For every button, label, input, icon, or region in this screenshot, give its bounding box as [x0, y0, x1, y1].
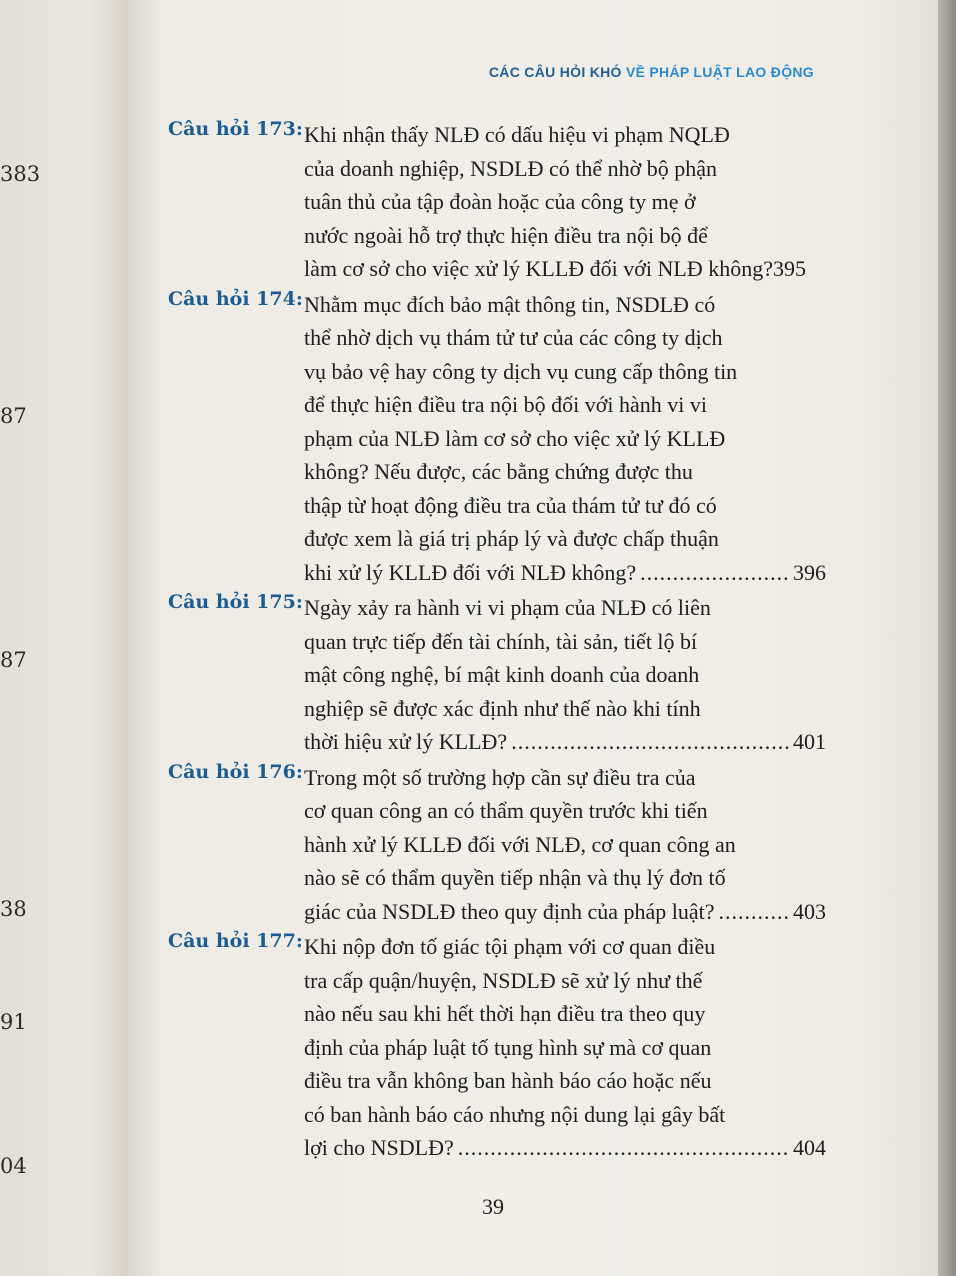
question-text: [304, 288, 826, 590]
facing-page-number: 38: [0, 897, 27, 921]
question-line: nào nếu sau khi hết thời hạn điều tra theo quy: [304, 1001, 706, 1026]
question-line: quan trực tiếp đến tài chính, tài sản, tiết lộ bí: [304, 628, 698, 654]
question-line: giác của NSDLĐ theo quy định của pháp luật?: [304, 898, 715, 924]
question-line: lợi cho NSDLĐ?: [304, 1135, 454, 1160]
question-line: Trong một số trường hợp cần sự điều tra của: [304, 764, 696, 790]
facing-page-number: 383: [0, 162, 41, 186]
dot-leader: [640, 556, 789, 590]
question-last-line: [304, 252, 826, 286]
question-line: vụ bảo vệ hay công ty dịch vụ cung cấp thông tin: [304, 358, 738, 384]
header-part2: VỀ PHÁP LUẬT LAO ĐỘNG: [625, 64, 814, 80]
question-line: để thực hiện điều tra nội bộ đối với hành vi vi: [304, 392, 707, 417]
dot-leader: [511, 725, 789, 759]
question-line: Nhằm mục đích bảo mật thông tin, NSDLĐ có: [304, 291, 716, 317]
question-line: cơ quan công an có thẩm quyền trước khi tiến: [304, 798, 708, 823]
question-line: nghiệp sẽ được xác định như thế nào khi tính: [304, 695, 701, 721]
question-line: định của pháp luật tố tụng hình sự mà cơ quan: [304, 1034, 712, 1060]
question-line: Ngày xảy ra hành vi vi phạm của NLĐ có liên: [304, 595, 711, 620]
table-of-contents: [168, 118, 826, 1167]
question-text: [304, 930, 826, 1165]
question-text: [304, 118, 826, 286]
question-line: thập từ hoạt động điều tra của thám tử tư đó có: [304, 492, 717, 518]
facing-page-number: 87: [0, 648, 27, 672]
question-label: Câu hỏi 175:: [168, 591, 303, 613]
question-line: thể nhờ dịch vụ thám tử tư của các công ty dịch: [304, 325, 723, 350]
facing-page-number: 04: [0, 1154, 27, 1178]
page-reference: 395: [773, 256, 807, 281]
question-line: điều tra vẫn không ban hành báo cáo hoặc nếu: [304, 1068, 712, 1093]
question-line: phạm của NLĐ làm cơ sở cho việc xử lý KLLĐ: [304, 425, 726, 451]
question-label: Câu hỏi 173:: [168, 118, 303, 140]
page-edge-shadow: [938, 0, 956, 1276]
book-page: [128, 0, 938, 1276]
page-reference: 396: [793, 559, 826, 585]
question-line: nào sẽ có thẩm quyền tiếp nhận và thụ lý đơn tố: [304, 865, 726, 890]
toc-entry: [168, 591, 826, 759]
question-last-line: [304, 556, 826, 590]
question-last-line: [304, 1131, 826, 1165]
question-line: của doanh nghiệp, NSDLĐ có thể nhờ bộ phận: [304, 155, 718, 181]
question-line: khi xử lý KLLĐ đối với NLĐ không?: [304, 559, 637, 585]
facing-page-edge: [0, 0, 128, 1276]
question-text: [304, 591, 826, 759]
question-line: mật công nghệ, bí mật kinh doanh của doanh: [304, 662, 700, 687]
facing-page-number: 91: [0, 1010, 27, 1034]
question-line: tra cấp quận/huyện, NSDLĐ sẽ xử lý như thế: [304, 967, 703, 993]
question-line: không? Nếu được, các bằng chứng được thu: [304, 459, 693, 484]
dot-leader: [458, 1131, 789, 1165]
question-line: có ban hành báo cáo nhưng nội dung lại gây bất: [304, 1101, 726, 1127]
page-reference: 401: [793, 729, 826, 754]
question-label: Câu hỏi 177:: [168, 930, 303, 952]
question-line: làm cơ sở cho việc xử lý KLLĐ đối với NLĐ không?: [304, 256, 774, 281]
question-line: hành xử lý KLLĐ đối với NLĐ, cơ quan công an: [304, 831, 736, 857]
page-number: 39: [482, 1194, 504, 1219]
dot-leader: [719, 895, 789, 929]
question-text: [304, 761, 826, 929]
toc-entry: [168, 930, 826, 1165]
running-header: [489, 64, 814, 80]
question-line: tuân thủ của tập đoàn hoặc của công ty mẹ ở: [304, 189, 696, 214]
question-line: nước ngoài hỗ trợ thực hiện điều tra nội bộ để: [304, 222, 708, 248]
facing-page-number: 87: [0, 404, 27, 428]
question-line: thời hiệu xử lý KLLĐ?: [304, 729, 508, 754]
toc-entry: [168, 118, 826, 286]
question-label: Câu hỏi 174:: [168, 287, 303, 310]
question-line: được xem là giá trị pháp lý và được chấp thuận: [304, 526, 719, 551]
question-last-line: [304, 895, 826, 929]
toc-entry: [168, 761, 826, 929]
question-label: Câu hỏi 176:: [168, 760, 303, 783]
toc-entry: [168, 288, 826, 590]
question-line: Khi nộp đơn tố giác tội phạm với cơ quan điều: [304, 934, 716, 959]
header-part1: CÁC CÂU HỎI KHÓ: [488, 64, 622, 80]
page-reference: 403: [793, 898, 826, 924]
question-last-line: [304, 725, 826, 759]
question-line: Khi nhận thấy NLĐ có dấu hiệu vi phạm NQLĐ: [304, 122, 730, 147]
page-reference: 404: [793, 1135, 826, 1160]
